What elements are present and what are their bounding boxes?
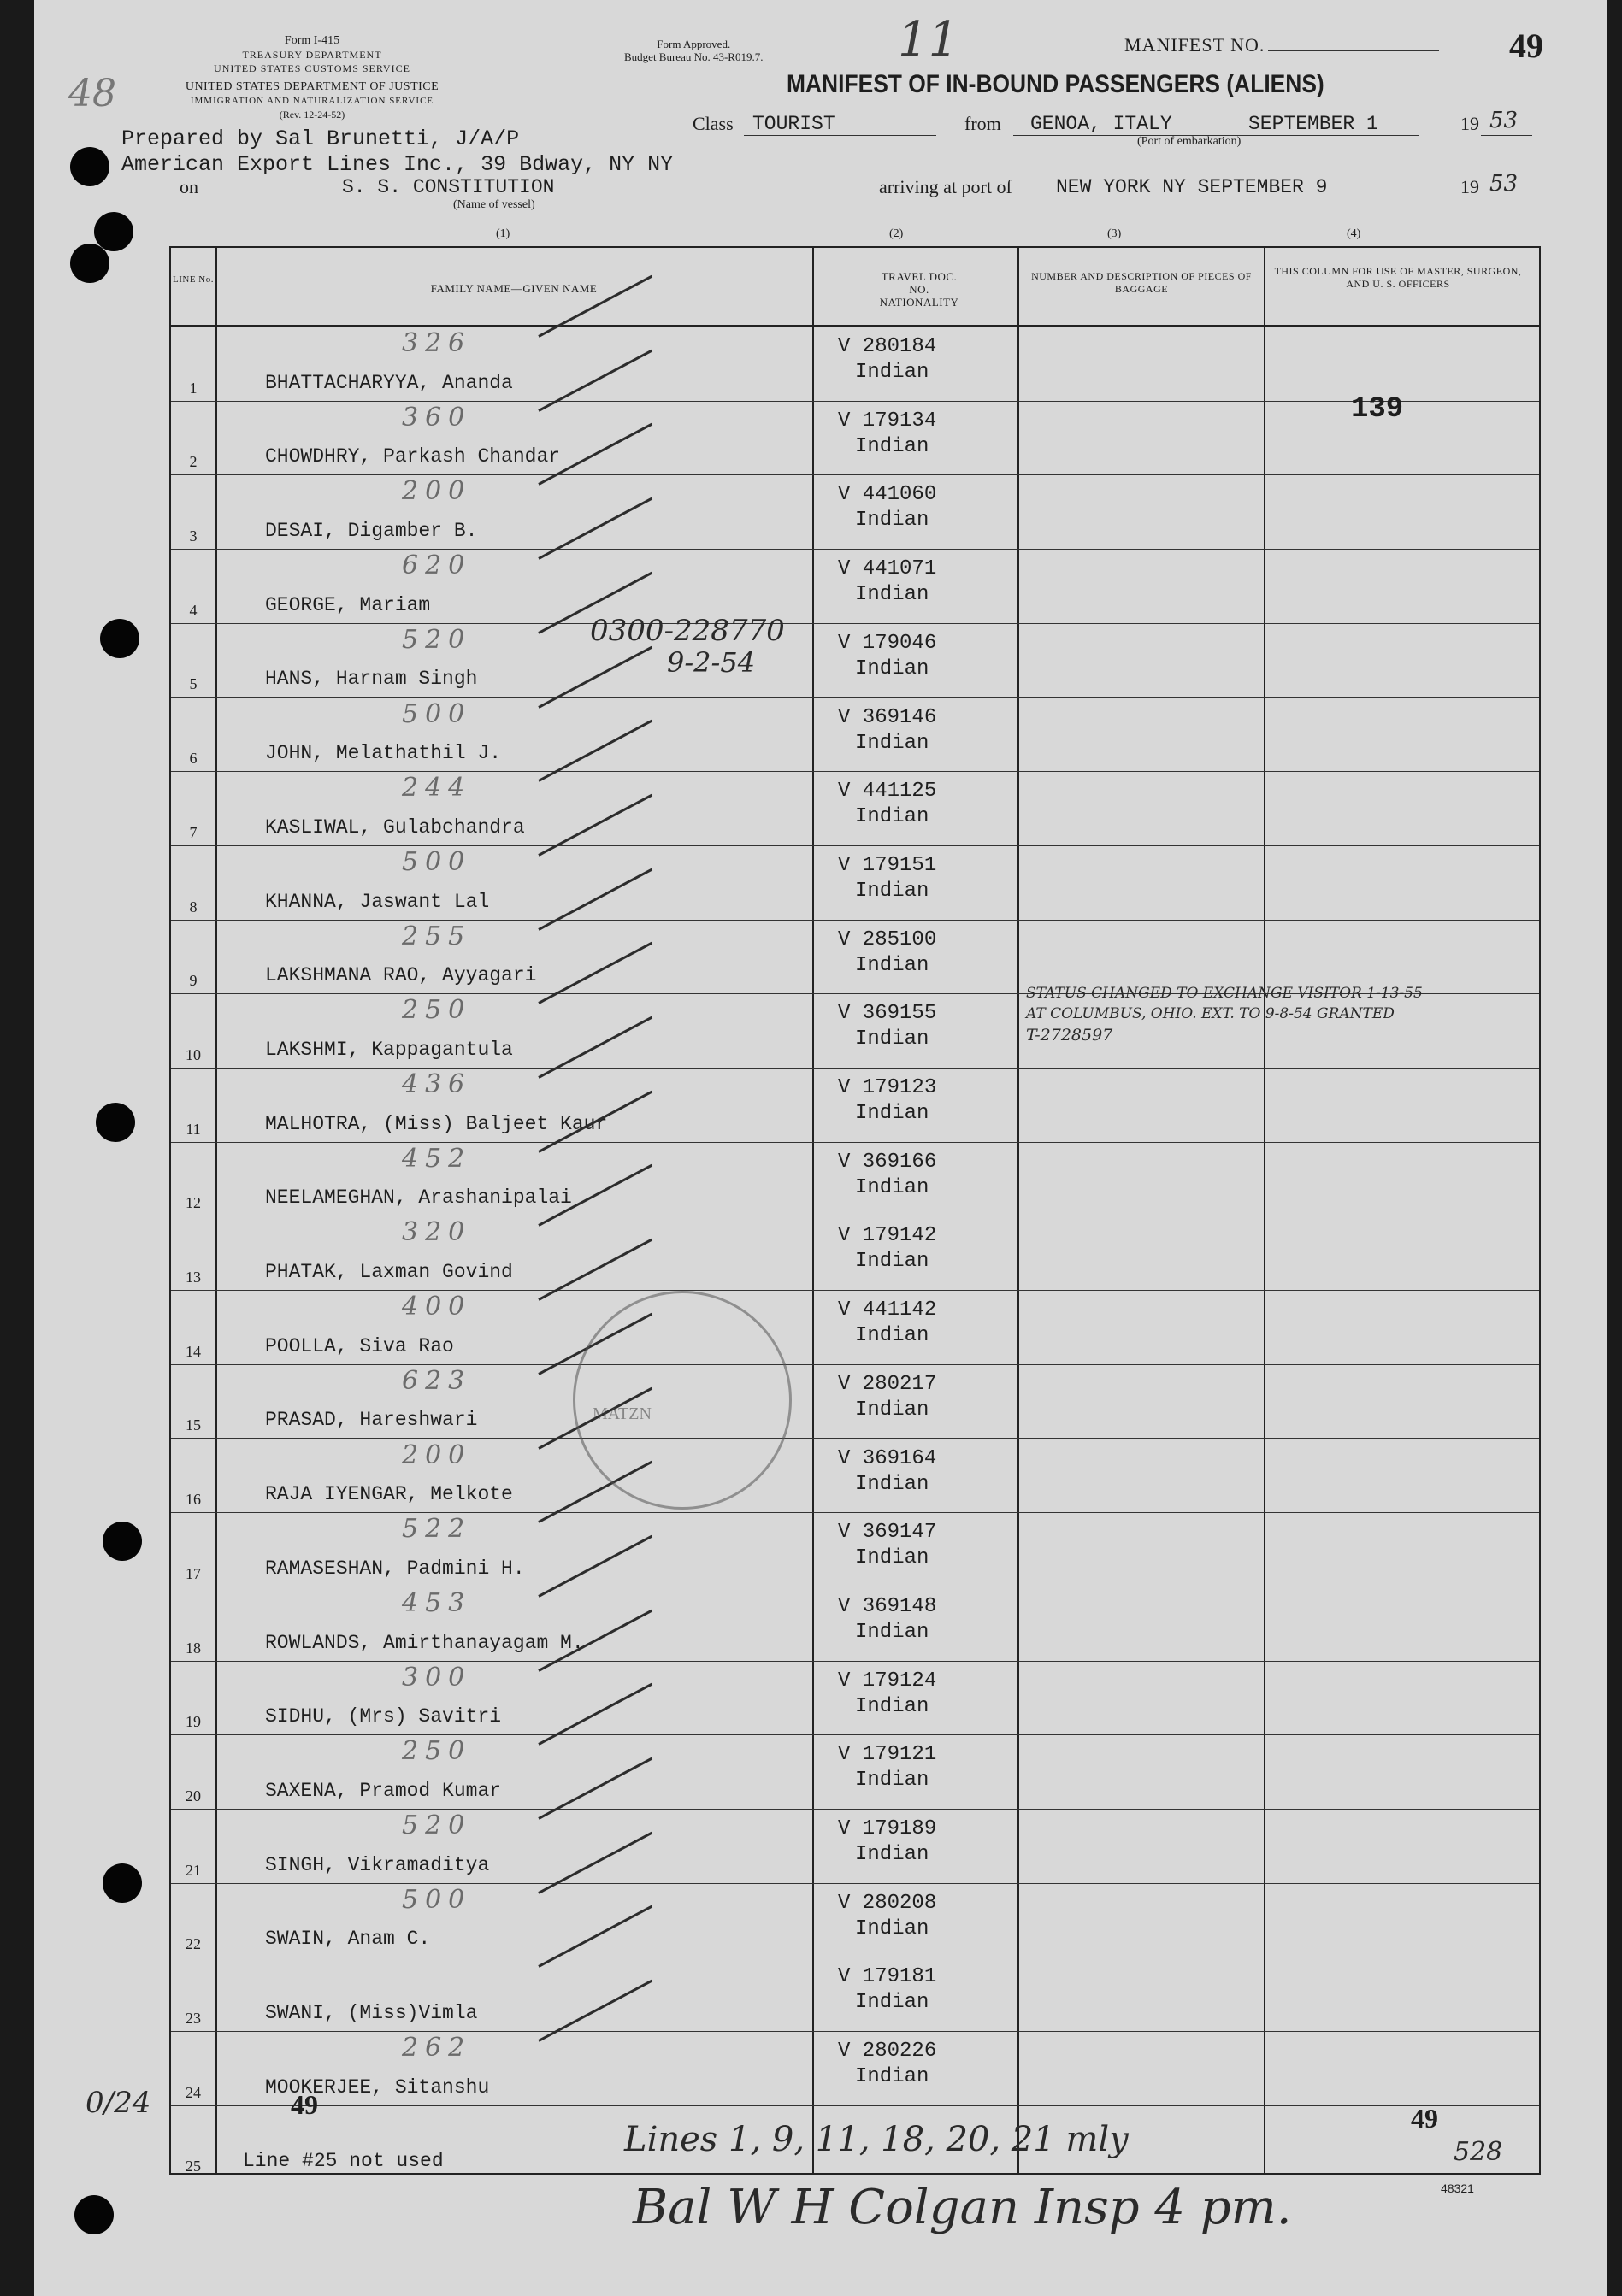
col-header-officers: THIS COLUMN FOR USE OF MASTER, SURGEON, AND U. S. OFFICERS <box>1274 265 1522 290</box>
hans-note-line-2: 9-2-54 <box>667 646 756 679</box>
print-code: 48321 <box>1441 2181 1474 2195</box>
passenger-name: KHANNA, Jaswant Lal <box>265 890 490 913</box>
passenger-name: SWAIN, Anam C. <box>265 1928 431 1951</box>
punch-hole-2 <box>94 212 133 251</box>
col-header-name: FAMILY NAME—GIVEN NAME <box>430 282 598 295</box>
travel-doc-number: V 179142 <box>838 1224 937 1248</box>
passenger-name: ROWLANDS, Amirthanayagam M. <box>265 1631 584 1654</box>
travel-doc-number: V 179123 <box>838 1076 937 1099</box>
table-row <box>171 2031 1539 2105</box>
pencil-count: 520 <box>402 1810 472 1840</box>
form-agency-block <box>128 34 496 121</box>
nationality: Indian <box>855 1694 929 1718</box>
punch-hole-3 <box>70 244 109 283</box>
nationality: Indian <box>855 2065 929 2089</box>
class-line <box>693 108 1548 148</box>
travel-doc-number: V 179124 <box>838 1669 937 1693</box>
line-number: 24 <box>186 2083 201 2101</box>
pencil-count: 623 <box>402 1365 472 1396</box>
nationality: Indian <box>855 1175 929 1199</box>
arrival-port-date: NEW YORK NY SEPTEMBER 9 <box>1056 176 1328 198</box>
nationality: Indian <box>855 434 929 458</box>
line-number: 11 <box>186 1120 201 1138</box>
pencil-count: 520 <box>402 624 472 655</box>
status-note-line-1: STATUS CHANGED TO EXCHANGE VISITOR 1-13-55 <box>1026 985 1423 1002</box>
line-not-used-note: Line #25 not used <box>243 2150 444 2173</box>
passenger-name: BHATTACHARYYA, Ananda <box>265 371 513 394</box>
table-row <box>171 1290 1539 1364</box>
travel-doc-number: V 369148 <box>838 1594 937 1618</box>
pencil-count: 500 <box>402 698 472 729</box>
passenger-name: NEELAMEGHAN, Arashanipalai <box>265 1186 572 1210</box>
pencil-count: 200 <box>402 476 472 507</box>
nationality: Indian <box>855 1991 929 2015</box>
line-number: 7 <box>189 823 198 841</box>
travel-doc-number: V 441060 <box>838 483 937 507</box>
travel-doc-number: V 369147 <box>838 1521 937 1545</box>
status-note-line-2: AT COLUMBUS, OHIO. EXT. TO 9-8-54 GRANTED <box>1026 1005 1395 1022</box>
line-number: 9 <box>189 972 198 990</box>
table-row <box>171 1439 1539 1513</box>
ins-label: IMMIGRATION AND NATURALIZATION SERVICE <box>190 96 434 106</box>
travel-doc-number: V 179151 <box>838 853 937 877</box>
travel-doc-number: V 179046 <box>838 631 937 655</box>
customs-label: UNITED STATES CUSTOMS SERVICE <box>214 62 410 74</box>
arrival-year-prefix: 19 <box>1460 176 1479 197</box>
company-line: American Export Lines Inc., 39 Bdway, NY NY <box>121 152 674 177</box>
travel-doc-number: V 369155 <box>838 1002 937 1026</box>
table-row <box>171 1587 1539 1661</box>
passenger-name: MALHOTRA, (Miss) Baljeet Kaur <box>265 1112 608 1135</box>
nationality: Indian <box>855 1398 929 1422</box>
manifest-title: MANIFEST OF IN-BOUND PASSENGERS (ALIENS) <box>787 70 1324 98</box>
class-value: TOURIST <box>752 113 835 135</box>
passenger-name: GEORGE, Mariam <box>265 593 431 616</box>
hans-note-line-1: 0300-228770 <box>590 614 785 648</box>
arriving-label: arriving at port of <box>879 176 1012 197</box>
status-note-line-3: T-2728597 <box>1026 1026 1113 1045</box>
line-number: 21 <box>186 1861 201 1879</box>
vessel-caption: (Name of vessel) <box>453 198 535 211</box>
line-number: 6 <box>189 750 198 768</box>
travel-doc-number: V 179121 <box>838 1743 937 1767</box>
travel-doc-number: V 369164 <box>838 1446 937 1470</box>
vessel-name: S. S. CONSTITUTION <box>342 176 555 198</box>
table-row <box>171 327 1539 401</box>
manifest-number-value: 49 <box>1509 26 1543 65</box>
pencil-count: 250 <box>402 995 472 1026</box>
passenger-name: RAJA IYENGAR, Melkote <box>265 1483 513 1506</box>
pencil-count: 500 <box>402 1884 472 1915</box>
embark-port: GENOA, ITALY <box>1030 113 1172 135</box>
table-row <box>171 1364 1539 1439</box>
passenger-name: PHATAK, Laxman Govind <box>265 1261 513 1284</box>
passenger-name: KASLIWAL, Gulabchandra <box>265 815 525 839</box>
line-number: 10 <box>186 1045 201 1063</box>
nationality: Indian <box>855 656 929 680</box>
pencil-count: 452 <box>402 1143 472 1174</box>
line-number: 23 <box>186 2010 201 2028</box>
col-header-travel-doc: TRAVEL DOC. NO. NATIONALITY <box>879 270 959 309</box>
line-number: 5 <box>189 675 198 693</box>
travel-doc-number: V 280226 <box>838 2040 937 2063</box>
embark-date: SEPTEMBER 1 <box>1248 113 1378 135</box>
passenger-name: POOLLA, Siva Rao <box>265 1334 454 1357</box>
pencil-count: 453 <box>402 1587 472 1618</box>
passenger-name: LAKSHMANA RAO, Ayyagari <box>265 964 537 987</box>
travel-doc-number: V 179134 <box>838 409 937 433</box>
table-row <box>171 1216 1539 1290</box>
col-header-line-no: LINE No. <box>173 274 214 285</box>
form-number: Form I-415 <box>284 34 340 47</box>
col-number-4: (4) <box>1347 227 1361 240</box>
nationality: Indian <box>855 1472 929 1496</box>
passenger-name: PRASAD, Hareshwari <box>265 1409 478 1432</box>
nationality: Indian <box>855 1250 929 1274</box>
line-number: 2 <box>189 453 198 471</box>
form-approved-block <box>624 38 763 63</box>
table-row <box>171 401 1539 475</box>
passenger-name: CHOWDHRY, Parkash Chandar <box>265 445 561 468</box>
passenger-name: SAXENA, Pramod Kumar <box>265 1779 502 1802</box>
travel-doc-number: V 441125 <box>838 780 937 804</box>
pencil-count: 244 <box>402 773 472 804</box>
line-number: 22 <box>186 1935 201 1953</box>
passenger-name: SIDHU, (Mrs) Savitri <box>265 1705 502 1728</box>
arrival-year-suffix: 53 <box>1489 171 1519 197</box>
table-row <box>171 1068 1539 1142</box>
line-number: 13 <box>186 1269 201 1286</box>
passenger-name: DESAI, Digamber B. <box>265 520 478 543</box>
travel-doc-number: V 441071 <box>838 557 937 581</box>
col-number-3: (3) <box>1107 227 1122 240</box>
line-number: 4 <box>189 601 198 619</box>
line-number: 15 <box>186 1416 201 1434</box>
pencil-count: 400 <box>402 1292 472 1322</box>
from-label: from <box>964 113 1001 134</box>
pencil-count: 300 <box>402 1662 472 1693</box>
punch-hole-4 <box>100 619 139 658</box>
line-number: 14 <box>186 1342 201 1360</box>
nationality: Indian <box>855 583 929 607</box>
line-number: 17 <box>186 1564 201 1582</box>
nationality: Indian <box>855 1620 929 1644</box>
line-number: 20 <box>186 1787 201 1804</box>
embark-year-prefix: 19 <box>1460 113 1479 134</box>
travel-doc-number: V 179181 <box>838 1965 937 1989</box>
punch-hole-8 <box>74 2195 114 2234</box>
bottom-count-right: 49 <box>1411 2103 1438 2134</box>
travel-doc-number: V 285100 <box>838 927 937 951</box>
travel-doc-number: V 280184 <box>838 335 937 358</box>
line-number: 25 <box>186 2158 201 2175</box>
revision-label: (Rev. 12-24-52) <box>279 109 345 121</box>
doj-label: UNITED STATES DEPARTMENT OF JUSTICE <box>185 80 439 93</box>
officer-stamp-number: 139 <box>1351 393 1404 426</box>
inspector-signature: Bal W H Colgan Insp 4 pm. <box>633 2180 1292 2235</box>
pencil-count: 620 <box>402 550 472 581</box>
nationality: Indian <box>855 1843 929 1866</box>
table-row <box>171 771 1539 845</box>
table-row <box>171 1512 1539 1587</box>
pencil-count: 200 <box>402 1439 472 1470</box>
table-row <box>171 698 1539 772</box>
on-label: on <box>180 176 198 197</box>
nationality: Indian <box>855 509 929 533</box>
nationality: Indian <box>855 1916 929 1940</box>
table-row <box>171 920 1539 994</box>
line-number: 8 <box>189 898 198 915</box>
embark-year-suffix: 53 <box>1489 108 1519 133</box>
manifest-page <box>34 0 1607 2296</box>
budget-bureau-label: Budget Bureau No. 43-R019.7. <box>624 50 764 63</box>
embark-caption: (Port of embarkation) <box>1137 135 1242 148</box>
line-number: 18 <box>186 1639 201 1657</box>
nationality: Indian <box>855 1102 929 1125</box>
pencil-count: 500 <box>402 846 472 877</box>
nationality: Indian <box>855 1027 929 1051</box>
passenger-name: RAMASESHAN, Padmini H. <box>265 1557 525 1580</box>
nationality: Indian <box>855 361 929 384</box>
punch-hole-5 <box>96 1103 135 1142</box>
line-number: 19 <box>186 1713 201 1731</box>
manifest-number-label: MANIFEST NO. <box>1124 34 1265 56</box>
col-number-1: (1) <box>496 227 510 240</box>
nationality: Indian <box>855 953 929 977</box>
pencil-count: 262 <box>402 2033 472 2063</box>
travel-doc-number: V 280208 <box>838 1891 937 1915</box>
line-number: 1 <box>189 379 198 397</box>
punch-hole-7 <box>103 1863 142 1903</box>
passenger-name: SINGH, Vikramaditya <box>265 1853 490 1876</box>
table-row <box>171 1883 1539 1957</box>
col-number-2: (2) <box>889 227 904 240</box>
passenger-name: LAKSHMI, Kappagantula <box>265 1038 513 1061</box>
table-row <box>171 845 1539 920</box>
treasury-label: TREASURY DEPARTMENT <box>242 49 382 61</box>
passenger-name: SWANI, (Miss)Vimla <box>265 2002 478 2025</box>
nationality: Indian <box>855 805 929 829</box>
table-row <box>171 549 1539 623</box>
prepared-by: Prepared by Sal Brunetti, J/A/P <box>121 127 520 151</box>
table-row <box>171 1809 1539 1883</box>
left-margin-note: 0/24 <box>86 2086 151 2120</box>
punch-hole-6 <box>103 1522 142 1561</box>
travel-doc-number: V 280217 <box>838 1372 937 1396</box>
nationality: Indian <box>855 1546 929 1570</box>
stamp-text: MATZN <box>593 1404 652 1423</box>
col-header-baggage: NUMBER AND DESCRIPTION OF PIECES OF BAGGAGE <box>1031 270 1252 295</box>
corner-pencil-48: 48 <box>68 72 116 115</box>
pencil-count: 250 <box>402 1736 472 1767</box>
pencil-count: 436 <box>402 1069 472 1099</box>
table-row <box>171 474 1539 549</box>
bottom-count-left: 49 <box>291 2089 318 2120</box>
pencil-count: 360 <box>402 402 472 433</box>
passenger-table <box>169 246 1541 2175</box>
vessel-line <box>180 171 1556 214</box>
table-row <box>171 1661 1539 1735</box>
class-label: Class <box>693 113 734 134</box>
line-number: 16 <box>186 1491 201 1509</box>
table-row <box>171 1957 1539 2031</box>
travel-doc-number: V 441142 <box>838 1298 937 1322</box>
passenger-name: MOOKERJEE, Sitanshu <box>265 2075 490 2099</box>
circular-stamp <box>573 1291 792 1510</box>
travel-doc-number: V 369146 <box>838 705 937 729</box>
nationality: Indian <box>855 879 929 903</box>
travel-doc-number: V 179189 <box>838 1817 937 1840</box>
line-number: 12 <box>186 1194 201 1212</box>
pencil-count: 320 <box>402 1217 472 1248</box>
form-approved-label: Form Approved. <box>657 38 731 50</box>
punch-hole-1 <box>70 147 109 186</box>
nationality: Indian <box>855 1324 929 1348</box>
pencil-count: 255 <box>402 921 472 951</box>
footer-lines-note: Lines 1, 9, 11, 18, 20, 21 mly <box>624 2120 1129 2159</box>
table-row <box>171 1734 1539 1809</box>
passenger-rows <box>171 327 1539 2173</box>
travel-doc-number: V 369166 <box>838 1150 937 1174</box>
footer-count: 528 <box>1454 2137 1503 2167</box>
corner-pencil-11: 11 <box>898 12 959 68</box>
nationality: Indian <box>855 731 929 755</box>
manifest-number-block <box>1124 26 1560 65</box>
pencil-count: 522 <box>402 1514 472 1545</box>
table-row <box>171 1142 1539 1216</box>
nationality: Indian <box>855 1769 929 1793</box>
passenger-name: JOHN, Melathathil J. <box>265 742 502 765</box>
line-number: 3 <box>189 527 198 545</box>
table-row <box>171 623 1539 698</box>
passenger-name: HANS, Harnam Singh <box>265 668 478 691</box>
pencil-count: 326 <box>402 328 472 358</box>
